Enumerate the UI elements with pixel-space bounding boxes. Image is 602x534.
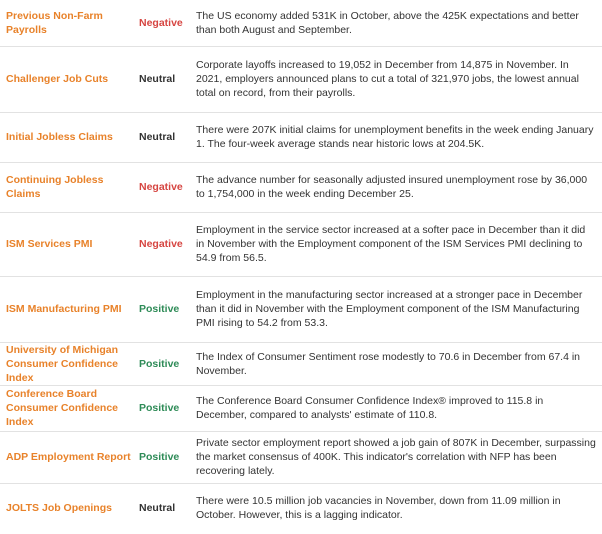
sentiment-badge: Positive bbox=[139, 276, 188, 342]
table-row bbox=[0, 46, 602, 112]
indicator-name: Previous Non-Farm Payrolls bbox=[6, 9, 103, 36]
sentiment-badge: Positive bbox=[139, 385, 188, 431]
indicator-name: Conference Board Consumer Confidence Index bbox=[0, 385, 139, 431]
indicator-name: JOLTS Job Openings bbox=[0, 483, 139, 533]
sentiment-badge: Negative bbox=[139, 212, 188, 276]
indicator-name: ADP Employment Report bbox=[0, 431, 139, 483]
indicator-description: Private sector employment report showed a job gain of 807K in December, surpassing the market consensus of 400K. This indicator's correlation with NFP has been recovering lately. bbox=[188, 431, 602, 483]
sentiment-badge: Positive bbox=[139, 431, 188, 483]
indicator-description: Employment in the manufacturing sector increased at a stronger pace in December than it did in November with the Employment component of the ISM Manufacturing PMI rising to 54.2 from 53.3. bbox=[188, 276, 602, 342]
sentiment-badge: Neutral bbox=[139, 483, 188, 533]
indicator-description: There were 10.5 million job vacancies in November, down from 11.09 million in October. However, this is a lagging indicator. bbox=[188, 483, 602, 533]
table-row bbox=[0, 276, 602, 342]
table-row bbox=[0, 431, 602, 483]
indicator-name: Continuing Jobless Claims bbox=[0, 162, 139, 212]
indicator-description: The Conference Board Consumer Confidence Index® improved to 115.8 in December, compared to analysts' estimate of 110.8. bbox=[188, 385, 602, 431]
indicator-name: Challenger Job Cuts bbox=[0, 46, 139, 112]
indicator-name: University of Michigan Consumer Confidence Index bbox=[0, 342, 139, 385]
table-row bbox=[0, 483, 602, 533]
sentiment-badge: Neutral bbox=[139, 112, 188, 162]
table-row bbox=[0, 112, 602, 162]
indicator-description: Corporate layoffs increased to 19,052 in December from 14,875 in November. In 2021, employers announced plans to cut a total of 321,970 jobs, the lowest annual total on record, from their payrolls. bbox=[188, 46, 602, 112]
indicator-description: Employment in the service sector increased at a softer pace in December than it did in November with the Employment component of the ISM Services PMI declining to 54.9 from 56.5. bbox=[188, 212, 602, 276]
indicator-description: The Index of Consumer Sentiment rose modestly to 70.6 in December from 67.4 in November. bbox=[188, 342, 602, 385]
table-row bbox=[0, 162, 602, 212]
table-row bbox=[0, 212, 602, 276]
indicator-name: Initial Jobless Claims bbox=[0, 112, 139, 162]
indicator-name: ISM Manufacturing PMI bbox=[0, 276, 139, 342]
table-row bbox=[0, 0, 602, 46]
table-row bbox=[0, 385, 602, 431]
table-row bbox=[0, 342, 602, 385]
indicator-description: There were 207K initial claims for unemployment benefits in the week ending January 1. The four-week average stands near historic lows at 204.5K. bbox=[188, 112, 602, 162]
sentiment-badge: Positive bbox=[139, 342, 188, 385]
sentiment-badge: Neutral bbox=[139, 46, 188, 112]
sentiment-badge: Negative bbox=[139, 162, 188, 212]
indicator-name: ISM Services PMI bbox=[0, 212, 139, 276]
indicator-description: The advance number for seasonally adjusted insured unemployment rose by 36,000 to 1,754,000 in the week ending December 25. bbox=[188, 162, 602, 212]
indicator-description: The US economy added 531K in October, above the 425K expectations and better than both August and September. bbox=[196, 9, 579, 36]
sentiment-badge: Negative bbox=[139, 16, 183, 29]
